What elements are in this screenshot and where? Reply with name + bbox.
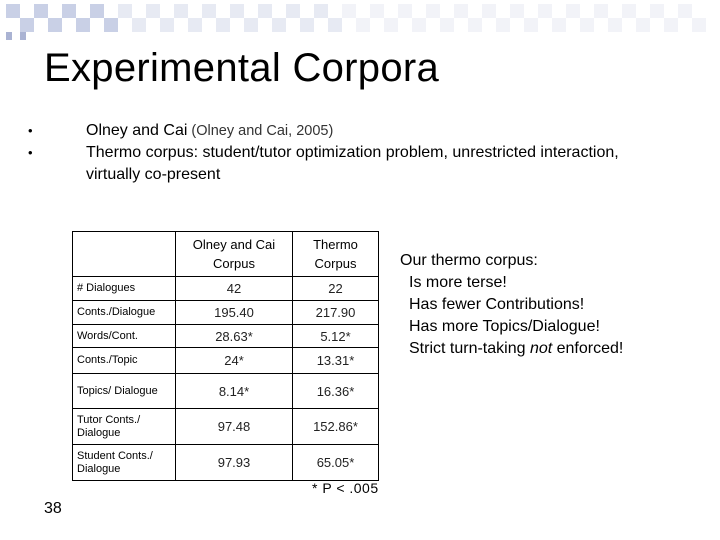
olney-value: 97.93 bbox=[176, 445, 293, 481]
olney-value: 195.40 bbox=[176, 301, 293, 325]
olney-value: 42 bbox=[176, 277, 293, 301]
thermo-value: 152.86* bbox=[293, 409, 379, 445]
row-label: Topics/ Dialogue bbox=[73, 374, 176, 409]
bullet-citation: (Olney and Cai, 2005) bbox=[187, 123, 334, 139]
row-label: Student Conts./ Dialogue bbox=[73, 445, 176, 481]
bullet-main-text: Olney and Cai bbox=[86, 122, 188, 139]
table-header-thermo: Thermo Corpus bbox=[293, 232, 379, 277]
row-label: # Dialogues bbox=[73, 277, 176, 301]
olney-value: 24* bbox=[176, 348, 293, 374]
page-number: 38 bbox=[44, 500, 62, 517]
bullet-dot-icon: • bbox=[28, 145, 33, 160]
table-row bbox=[73, 277, 379, 301]
bullet-text: Thermo corpus: student/tutor optimization problem, unrestricted interaction, virtually co-present bbox=[86, 144, 619, 183]
olney-value: 97.48 bbox=[176, 409, 293, 445]
thermo-value: 5.12* bbox=[293, 325, 379, 348]
bullet-item bbox=[28, 120, 628, 142]
row-label: Conts./Dialogue bbox=[73, 301, 176, 325]
bullet-text bbox=[86, 120, 626, 142]
significance-footnote: * P < .005 bbox=[312, 480, 379, 496]
side-note-item: Is more terse! bbox=[409, 274, 507, 291]
table-header-row bbox=[73, 232, 379, 277]
side-note-item: Has fewer Contributions! bbox=[409, 296, 585, 313]
olney-value: 28.63* bbox=[176, 325, 293, 348]
table-row bbox=[73, 409, 379, 445]
thermo-value: 217.90 bbox=[293, 301, 379, 325]
side-note-emphasis: not bbox=[529, 340, 553, 357]
table-row bbox=[73, 374, 379, 409]
olney-value: 8.14* bbox=[176, 374, 293, 409]
table-row bbox=[73, 325, 379, 348]
bullet-item bbox=[28, 142, 628, 190]
table-header-olney: Olney and Cai Corpus bbox=[176, 232, 293, 277]
thermo-value: 16.36* bbox=[293, 374, 379, 409]
bullet-list bbox=[28, 120, 628, 190]
table-header-blank bbox=[73, 232, 176, 277]
slide-decoration bbox=[0, 0, 720, 42]
side-note-item bbox=[400, 338, 623, 360]
thermo-value: 22 bbox=[293, 277, 379, 301]
bullet-dot-icon: • bbox=[28, 123, 33, 138]
side-note-text: Strict turn-taking bbox=[409, 340, 530, 357]
side-note-text: enforced! bbox=[552, 340, 624, 357]
row-label: Conts./Topic bbox=[73, 348, 176, 374]
side-notes-heading: Our thermo corpus: bbox=[400, 252, 538, 269]
table-row bbox=[73, 348, 379, 374]
side-notes bbox=[400, 250, 623, 360]
thermo-value: 13.31* bbox=[293, 348, 379, 374]
table-row bbox=[73, 301, 379, 325]
thermo-value: 65.05* bbox=[293, 445, 379, 481]
row-label: Tutor Conts./ Dialogue bbox=[73, 409, 176, 445]
row-label: Words/Cont. bbox=[73, 325, 176, 348]
slide-title: Experimental Corpora bbox=[44, 46, 440, 90]
corpus-comparison-table bbox=[72, 231, 379, 481]
side-note-item: Has more Topics/Dialogue! bbox=[409, 318, 600, 335]
table-row bbox=[73, 445, 379, 481]
